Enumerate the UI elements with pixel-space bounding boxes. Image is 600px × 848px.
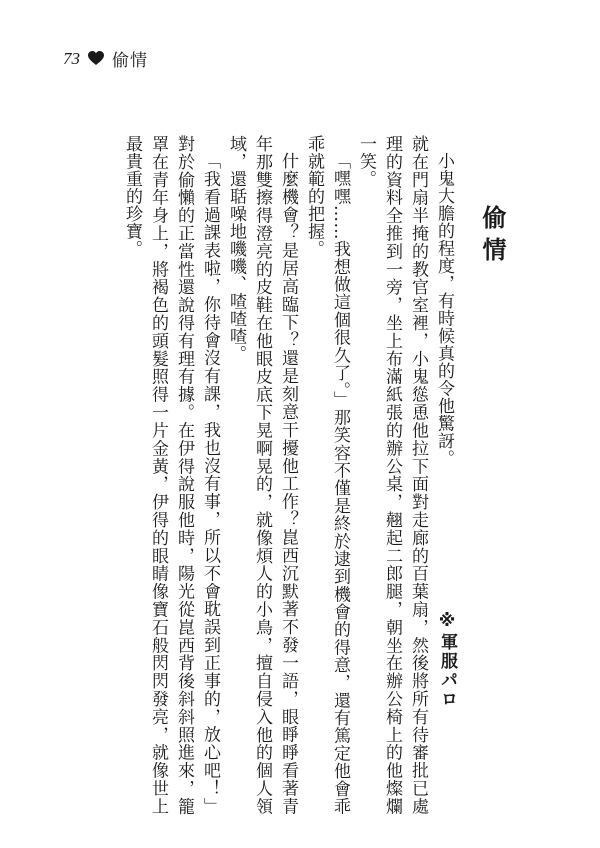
page-number: 73 — [63, 48, 80, 68]
paragraph: 「嘿嘿……我想做這個很久了。」那笑容不僅是終於逮到機會的得意，還有篤定他會乖乖就範的把握。 — [304, 135, 350, 815]
story-text — [119, 135, 505, 815]
paragraph: 什麼機會？是居高臨下？還是刻意干擾他工作？崑西沉默著不發一語，眼睜睜看著青年那雙擦得澄亮的皮鞋在他眼皮底下晃啊晃的，就像煩人的小鳥，擅自侵入他的個人領域，還聒噪地嘰嘰、喳喳喳。 — [226, 135, 298, 815]
running-header — [63, 46, 148, 71]
paragraph: 小鬼大膽的程度，有時候真的令他驚訝。 — [434, 152, 454, 467]
header-title: 偷情 — [112, 51, 148, 71]
paragraph: 就在門扇半掩的教官室裡，小鬼慫恿他拉下面對走廊的百葉扇，然後將所有待審批已處理的資料全推到一旁，坐上布滿紙張的辦公桌，翹起二郎腿，朝坐在辦公椅上的他燦爛一笑。 — [356, 135, 428, 815]
chapter-title: 偷情 — [478, 205, 506, 269]
paragraph: 「我看過課表啦，你待會沒有課，我也沒有事，所以不會耽誤到正事的，放心吧！」對於偷懶的正當性還說得有理有據。在伊得說服他時，陽光從崑西背後斜斜照進來，籠罩在青年身上，將褐色的頭髮照得一片金黃，伊得的眼睛像寶石般閃閃發亮，就像世上最貴重的珍寶。 — [122, 135, 220, 815]
heart-icon — [88, 51, 104, 66]
series-note: ※軍服パロ — [437, 611, 457, 709]
